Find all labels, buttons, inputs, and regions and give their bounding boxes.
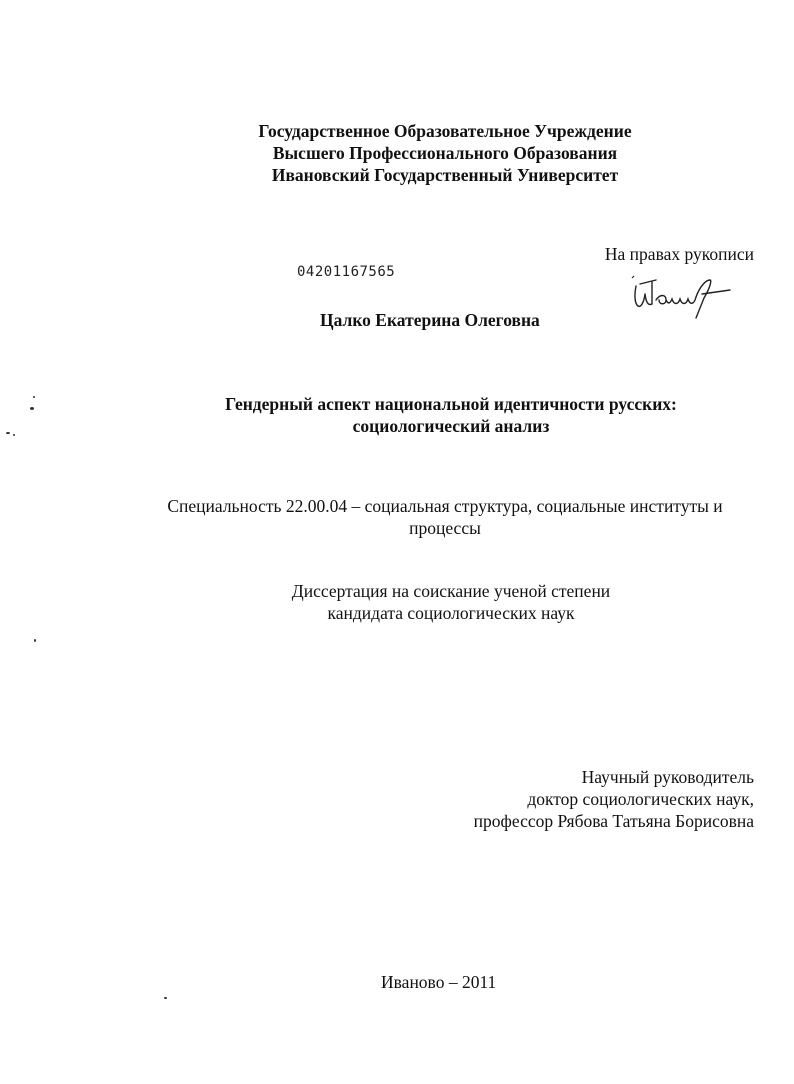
title-line-1: Гендерный аспект национальной идентичности русских: [225, 394, 677, 414]
specialty-line-1: Специальность 22.00.04 – социальная структура, социальные институты и [167, 496, 723, 516]
scan-speck [6, 432, 10, 434]
supervisor-line-3: профессор Рябова Татьяна Борисовна [473, 811, 754, 831]
scan-speck [13, 434, 15, 436]
supervisor-line-1: Научный руководитель [581, 767, 754, 787]
scan-speck [34, 639, 36, 642]
degree-statement [0, 580, 794, 624]
institution-line-1: Государственное Образовательное Учреждение [258, 121, 632, 141]
institution-line-2: Высшего Профессионального Образования [272, 143, 618, 163]
title-line-2: социологический анализ [352, 416, 550, 436]
degree-line-2: кандидата социологических наук [327, 603, 575, 623]
dissertation-title [0, 393, 794, 437]
scan-speck [164, 997, 167, 999]
signature-icon [626, 272, 738, 320]
institution-line-3: Ивановский Государственный Университет [271, 165, 619, 185]
institution-header [0, 120, 794, 186]
specialty [0, 495, 794, 539]
supervisor-line-2: доктор социологических наук, [527, 789, 754, 809]
author-name: Цалко Екатерина Олеговна [320, 310, 540, 330]
scan-speck [33, 396, 35, 398]
scan-speck [30, 407, 34, 410]
archive-number: 04201167565 [297, 264, 396, 280]
specialty-line-2: процессы [409, 518, 481, 538]
supervisor-block [474, 766, 754, 832]
degree-line-1: Диссертация на соискание ученой степени [291, 581, 611, 601]
city-year: Иваново – 2011 [381, 972, 497, 992]
rights-note: На правах рукописи [604, 244, 754, 264]
